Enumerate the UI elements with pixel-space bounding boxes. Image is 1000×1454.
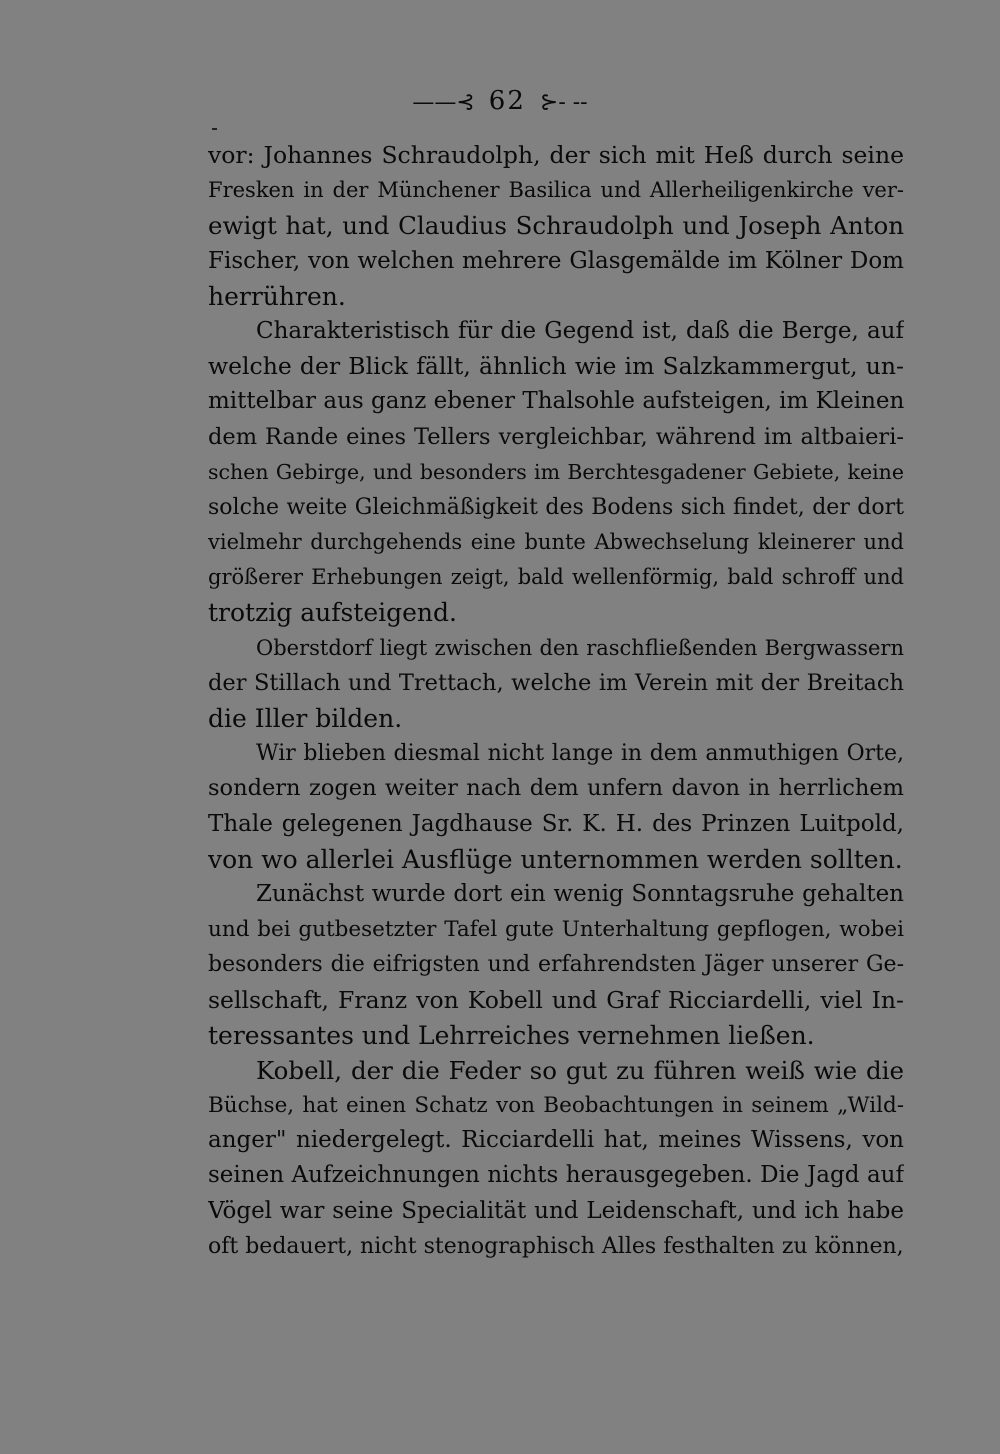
paragraph (208, 1053, 904, 1264)
paragraph (208, 631, 904, 737)
text-line: Oberstdorf liegt zwischen den raschfließenden Bergwassern (256, 635, 904, 660)
text-line: teressantes und Lehrreiches vernehmen ließen. (208, 1020, 815, 1050)
text-line: Vögel war seine Specialität und Leidenschaft, und ich habe (208, 1197, 904, 1224)
paragraph (208, 736, 904, 877)
text-line: Fischer, von welchen mehrere Glasgemälde im Kölner Dom (208, 247, 904, 274)
text-line: trotzig aufsteigend. (208, 598, 457, 628)
text-line: Kobell, der die Feder so gut zu führen weiß wie die (256, 1055, 904, 1085)
text-line: herrühren. (208, 281, 346, 311)
print-mark (212, 128, 217, 130)
text-line: vielmehr durchgehends eine bunte Abwechselung kleinerer und (208, 530, 904, 555)
text-line: mittelbar aus ganz ebener Thalsohle aufsteigen, im Kleinen (208, 388, 904, 415)
text-line: schen Gebirge, und besonders im Berchtesgadener Gebiete, keine (208, 459, 904, 484)
text-line: ewigt hat, und Claudius Schraudolph und Joseph Anton (208, 211, 904, 241)
header-left-ornament: ——⊰ (412, 90, 475, 115)
text-line: oft bedauert, nicht stenographisch Alles festhalten zu können, (208, 1233, 904, 1259)
text-line: seinen Aufzeichnungen nichts herausgegeben. Die Jagd auf (208, 1162, 904, 1189)
text-line: solche weite Gleichmäßigkeit des Bodens sich findet, der dort (208, 494, 904, 520)
text-line: und bei gutbesetzter Tafel gute Unterhaltung gepflogen, wobei (208, 917, 904, 943)
text-line: sondern zogen weiter nach dem unfern davon in herrlichem (208, 775, 904, 802)
page-number: 62 (488, 86, 526, 116)
text-line: die Iller bilden. (208, 704, 403, 733)
text-line: Zunächst wurde dort ein wenig Sonntagsruhe gehalten (256, 880, 904, 907)
text-line: vor: Johannes Schraudolph, der sich mit Heß durch seine (208, 141, 904, 169)
header-right-ornament: ⊱- -- (539, 90, 588, 115)
text-line: Wir blieben diesmal nicht lange in dem anmuthigen Orte, (256, 741, 904, 767)
text-line: Charakteristisch für die Gegend ist, daß die Berge, auf (256, 317, 904, 344)
text-line: größerer Erhebungen zeigt, bald wellenförmig, bald schroff und (208, 565, 904, 590)
text-line: besonders die eifrigsten und erfahrendsten Jäger unserer Ge- (208, 952, 904, 978)
text-line: sellschaft, Franz von Kobell und Graf Ricciardelli, viel In- (208, 985, 904, 1014)
text-line: anger" niedergelegt. Ricciardelli hat, meines Wissens, von (208, 1127, 904, 1154)
text-line: der Stillach und Trettach, welche im Verein mit der Breitach (208, 669, 904, 696)
text-line: Thale gelegenen Jagdhause Sr. K. H. des Prinzen Luitpold, (208, 810, 904, 837)
page-header (0, 86, 1000, 116)
text-line: Fresken in der Münchener Basilica und Allerheiligenkirche ver- (208, 178, 904, 203)
paragraph (208, 314, 904, 631)
text-line: welche der Blick fällt, ähnlich wie im Salzkammergut, un- (208, 352, 904, 381)
text-line: Büchse, hat einen Schatz von Beobachtungen in seinem „Wild- (208, 1093, 904, 1119)
paragraph (208, 138, 904, 314)
paragraph (208, 877, 904, 1053)
text-line: dem Rande eines Tellers vergleichbar, während im altbaieri- (208, 423, 904, 450)
text-line: von wo allerlei Ausflüge unternommen werden sollten. (208, 844, 903, 874)
body-text (208, 138, 904, 1264)
